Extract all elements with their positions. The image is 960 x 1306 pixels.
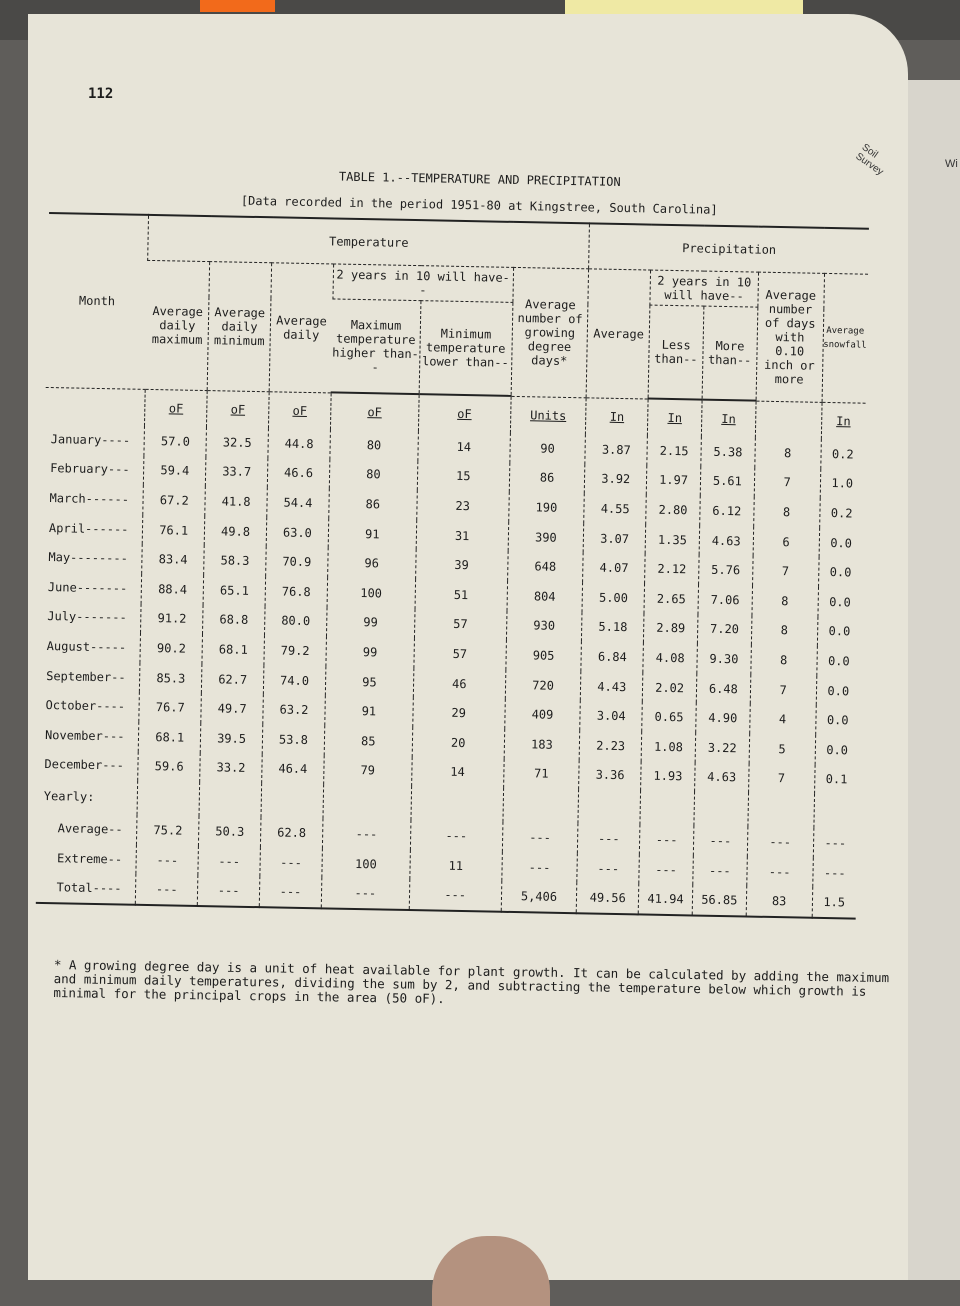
table-cell: 6 [753, 526, 819, 557]
table-cell: 57.0 [144, 426, 206, 457]
header-avg-daily-max: Average daily maximum [146, 260, 210, 390]
table-cell: 4.43 [581, 671, 643, 702]
table-cell: 85 [324, 725, 412, 756]
table-cell: 70.9 [266, 547, 328, 578]
table-cell: 41.94 [638, 884, 692, 916]
table-cell: 0.0 [819, 528, 864, 558]
table-cell: 100 [322, 848, 410, 879]
table-cell: --- [812, 857, 857, 887]
table-cell: 0.0 [816, 646, 861, 676]
yearly-label: Yearly: [43, 789, 95, 805]
table-cell: 3.36 [579, 760, 641, 791]
table-cell: 2.02 [642, 672, 696, 703]
table-cell: 49.8 [204, 516, 266, 547]
table-cell: 80 [330, 429, 418, 460]
table-cell: 6.84 [581, 641, 643, 672]
table-cell: 190 [508, 492, 584, 523]
table-cell: 31 [416, 520, 508, 551]
unit-cell: oF [268, 391, 331, 429]
yearly-row-label: Extreme-- [42, 850, 123, 867]
month-label: June------- [47, 579, 128, 596]
header-less-than: Less than-- [648, 305, 704, 400]
table-cell: 5.61 [700, 466, 754, 497]
table-cell: 59.6 [138, 751, 200, 782]
header-temperature: Temperature [148, 215, 590, 269]
header-days-010: Average number of days with 0.10 inch or more [756, 272, 824, 402]
table-cell: 39.5 [200, 723, 262, 754]
table-cell: 930 [506, 610, 582, 641]
table-cell: 1.08 [641, 731, 695, 762]
table-cell: 29 [413, 697, 505, 728]
table-cell: 76.1 [143, 515, 205, 546]
table-cell: --- [693, 826, 747, 857]
header-avg-daily-min: Average daily minimum [207, 262, 271, 392]
month-label: August----- [46, 638, 127, 655]
table-cell: 80.0 [265, 606, 327, 637]
table-cell: --- [197, 875, 259, 907]
table-cell: 83.4 [142, 544, 204, 575]
table-cell: 90 [509, 433, 585, 464]
table-cell: 3.22 [695, 732, 749, 763]
table-cell: 85.3 [140, 663, 202, 694]
header-max-temp-higher: Maximum temperature higher than-- [331, 299, 421, 394]
table-cell: 99 [326, 637, 414, 668]
month-label: July------- [47, 609, 127, 625]
table-cell: 5.76 [699, 555, 753, 586]
table-cell: 5 [749, 733, 815, 764]
table-cell: --- [321, 878, 409, 910]
table-title: TABLE 1.--TEMPERATURE AND PRECIPITATION [338, 169, 621, 189]
table-cell: --- [578, 823, 640, 854]
header-precipitation: Precipitation [589, 223, 869, 274]
table-cell: 39 [415, 549, 507, 580]
table-cell: 0.0 [818, 557, 863, 587]
table-cell: 32.5 [206, 427, 268, 458]
table-cell: 6.48 [696, 673, 750, 704]
table-cell: --- [577, 853, 639, 884]
table-cell: 1.35 [645, 524, 699, 555]
month-label: December--- [44, 757, 125, 773]
empty-cell [748, 793, 814, 828]
page-number: 112 [88, 86, 114, 102]
month-label: February--- [50, 461, 130, 477]
table-cell: 74.0 [263, 665, 325, 696]
unit-cell: oF [330, 392, 419, 431]
empty-cell [578, 789, 641, 824]
header-more-than: More than-- [702, 306, 758, 401]
table-cell: 5,406 [501, 881, 577, 913]
table-cell: 79 [324, 755, 412, 786]
table-cell: 2.23 [579, 730, 641, 761]
table-cell: 0.0 [817, 616, 862, 646]
table-cell: 46 [413, 668, 505, 699]
header-min-temp-lower: Minimum temperature lower than-- [419, 301, 513, 396]
table-cell: 49.56 [577, 883, 639, 915]
table-cell: 75.2 [137, 815, 199, 846]
unit-cell: Units [510, 396, 586, 434]
table-cell: --- [409, 879, 501, 911]
table-cell: 67.2 [143, 485, 205, 516]
table-cell: 51 [415, 579, 507, 610]
table-cell: 14 [418, 431, 510, 462]
table-cell: 11 [410, 850, 502, 881]
table-cell: 33.2 [200, 753, 262, 784]
table-cell: 7 [754, 467, 820, 498]
table-cell: 6.12 [700, 496, 754, 527]
table-cell: 8 [755, 438, 821, 469]
month-label: April------ [48, 520, 129, 537]
table-cell: --- [747, 827, 813, 858]
table-body [36, 387, 866, 919]
unit-cell: In [648, 399, 702, 437]
table-cell: 7.06 [698, 584, 752, 615]
table-cell: 390 [508, 522, 584, 553]
table-cell: 4.63 [699, 525, 753, 556]
table-cell: --- [259, 876, 321, 908]
table-cell: 59.4 [144, 455, 206, 486]
table-cell: 49.7 [201, 693, 263, 724]
table-cell: 7.20 [697, 614, 751, 645]
table-cell: 4.07 [583, 553, 645, 584]
month-label: January---- [50, 431, 131, 448]
empty-cell [640, 791, 694, 826]
table-cell: 1.0 [820, 468, 865, 498]
table-cell: 20 [412, 727, 504, 758]
empty-cell [199, 782, 262, 817]
running-head: Soil Survey [853, 142, 886, 178]
empty-cell [261, 783, 324, 818]
table-cell: 3.04 [580, 701, 642, 732]
table-cell: --- [501, 852, 577, 883]
facing-page [905, 80, 960, 1280]
table-cell: 0.0 [818, 587, 863, 617]
table-cell: --- [410, 820, 502, 851]
unit-cell [45, 387, 146, 426]
table-cell: 68.8 [203, 605, 265, 636]
table-cell: 3.87 [585, 434, 647, 465]
table-cell: 0.0 [815, 735, 860, 765]
unit-cell: oF [418, 394, 511, 433]
table-cell: 62.8 [260, 817, 322, 848]
table-cell: --- [639, 854, 693, 885]
table-cell: 33.7 [206, 457, 268, 488]
empty-cell [323, 784, 412, 820]
table-cell: 63.0 [266, 517, 328, 548]
table-cell: 2.65 [644, 583, 698, 614]
table-cell: 3.92 [585, 464, 647, 495]
footnote: * A growing degree day is a unit of heat available for plant growth. It can be calculated by adding the maximum and minimum daily temperatures, dividing the sum by 2, and subtracting the temperature below which growth is minimal for the principal crops in the area (50 oF). [53, 957, 890, 1007]
table-cell: 1.97 [646, 465, 700, 496]
table-cell: 68.1 [139, 722, 201, 753]
table-cell: 86 [329, 489, 417, 520]
facing-page-text: Wi [945, 158, 958, 170]
month-label: May-------- [48, 550, 129, 566]
table-cell: 2.15 [647, 436, 701, 467]
table-cell: 68.1 [202, 634, 264, 665]
table-cell: 4.90 [696, 703, 750, 734]
table-cell: 0.2 [819, 498, 864, 528]
header-snowfall: Average snowfall [822, 273, 868, 402]
table-cell: 8 [751, 615, 817, 646]
table-cell: 4 [749, 704, 815, 735]
table-cell: 65.1 [203, 575, 265, 606]
table-cell: 57 [414, 638, 506, 669]
table-cell: 46.6 [267, 458, 329, 489]
table-cell: --- [502, 822, 578, 853]
table-cell: 0.65 [642, 702, 696, 733]
table-cell: 96 [328, 548, 416, 579]
yearly-row-label: Total---- [41, 880, 122, 896]
table-cell: 409 [504, 699, 580, 730]
table-cell: 50.3 [199, 816, 261, 847]
table-cell: 76.7 [139, 692, 201, 723]
table-cell: 0.0 [815, 705, 860, 735]
unit-cell: oF [207, 390, 270, 428]
table-subtitle: [Data recorded in the period 1951-80 at Kingstree, South Carolina] [240, 193, 718, 217]
table-cell: 91 [325, 696, 413, 727]
table-cell: 5.18 [582, 612, 644, 643]
table-cell: 63.2 [263, 695, 325, 726]
table-cell: 648 [507, 551, 583, 582]
table-cell: 53.8 [262, 724, 324, 755]
unit-cell: In [586, 397, 649, 435]
table-cell: 79.2 [264, 635, 326, 666]
empty-cell [137, 781, 200, 816]
table-cell: 83 [746, 886, 812, 918]
table-cell: 183 [504, 729, 580, 760]
table-cell: --- [813, 828, 858, 858]
table-cell: 90.2 [140, 633, 202, 664]
table-cell: 5.00 [582, 582, 644, 613]
table-cell: 7 [748, 763, 814, 794]
table-cell: 86 [509, 462, 585, 493]
table-cell: 0.2 [820, 439, 865, 469]
header-growing-degree-days: Average number of growing degree days* [511, 267, 589, 397]
header-precip-average: Average [586, 269, 650, 399]
empty-cell [503, 788, 579, 823]
table-cell: 71 [503, 758, 579, 789]
table-cell: 2.12 [645, 554, 699, 585]
table-cell: 1.93 [641, 761, 695, 792]
table-cell: 1.5 [812, 887, 857, 918]
unit-cell: oF [145, 389, 208, 427]
table-cell: 57 [414, 609, 506, 640]
table-cell: 15 [417, 461, 509, 492]
header-precip-2yrs: 2 years in 10 will have-- [650, 270, 758, 307]
header-avg-daily: Average daily [269, 263, 333, 393]
table-cell: 23 [417, 490, 509, 521]
month-label: March------ [49, 491, 130, 507]
table-cell: 7 [750, 674, 816, 705]
table-cell: 46.4 [262, 754, 324, 785]
unit-cell [755, 401, 822, 439]
table-cell: 5.38 [701, 437, 755, 468]
table-cell: 62.7 [202, 664, 264, 695]
table-cell: 95 [325, 666, 413, 697]
empty-cell [694, 792, 748, 827]
header-temp-2yrs: 2 years in 10 will have-- [333, 264, 513, 302]
empty-cell [411, 786, 503, 822]
yearly-row-label: Average-- [43, 820, 123, 837]
table-cell: 2.89 [644, 613, 698, 644]
table-cell: 4.55 [584, 494, 646, 525]
table-cell: 8 [752, 586, 818, 617]
table-cell: --- [693, 855, 747, 886]
table-cell: 91.2 [141, 603, 203, 634]
month-label: October---- [45, 698, 126, 714]
table-cell: --- [136, 845, 198, 876]
table-cell: 44.8 [268, 428, 330, 459]
table-cell: --- [136, 874, 198, 906]
table-cell: 41.8 [205, 486, 267, 517]
table-cell: 80 [329, 459, 417, 490]
unit-cell: In [821, 402, 866, 440]
table-cell: 7 [752, 556, 818, 587]
table-cell: 3.07 [583, 523, 645, 554]
table-cell: 58.3 [204, 545, 266, 576]
unit-cell: In [701, 400, 755, 438]
table-cell: 100 [327, 577, 415, 608]
table-cell: 8 [753, 497, 819, 528]
table-cell: 8 [751, 645, 817, 676]
table-cell: 9.30 [697, 644, 751, 675]
table-cell: 14 [411, 757, 503, 788]
table-container [36, 164, 910, 920]
table-cell: 4.63 [695, 762, 749, 793]
table-cell: --- [747, 856, 813, 887]
table-cell: 99 [326, 607, 414, 638]
month-label: September-- [46, 668, 126, 685]
table-cell: 54.4 [267, 487, 329, 518]
table-cell: 88.4 [141, 574, 203, 605]
table-cell: 2.80 [646, 495, 700, 526]
table-cell: 0.0 [816, 676, 861, 706]
table-cell: --- [198, 846, 260, 877]
table-cell: 804 [507, 581, 583, 612]
table-cell: 4.08 [643, 643, 697, 674]
empty-cell [813, 794, 858, 829]
table-cell: 56.85 [692, 885, 746, 917]
table-cell: --- [322, 818, 410, 849]
month-label: November--- [44, 727, 125, 744]
document-page [28, 14, 908, 1280]
orange-tab [200, 0, 275, 12]
header-month: Month [46, 213, 149, 389]
table-cell: 91 [328, 518, 416, 549]
table-cell: --- [640, 825, 694, 856]
table-cell: 0.1 [814, 764, 859, 794]
temperature-precipitation-table [36, 212, 869, 920]
table-cell: 720 [505, 670, 581, 701]
table-cell: --- [260, 847, 322, 878]
table-cell: 76.8 [265, 576, 327, 607]
table-cell: 905 [506, 640, 582, 671]
